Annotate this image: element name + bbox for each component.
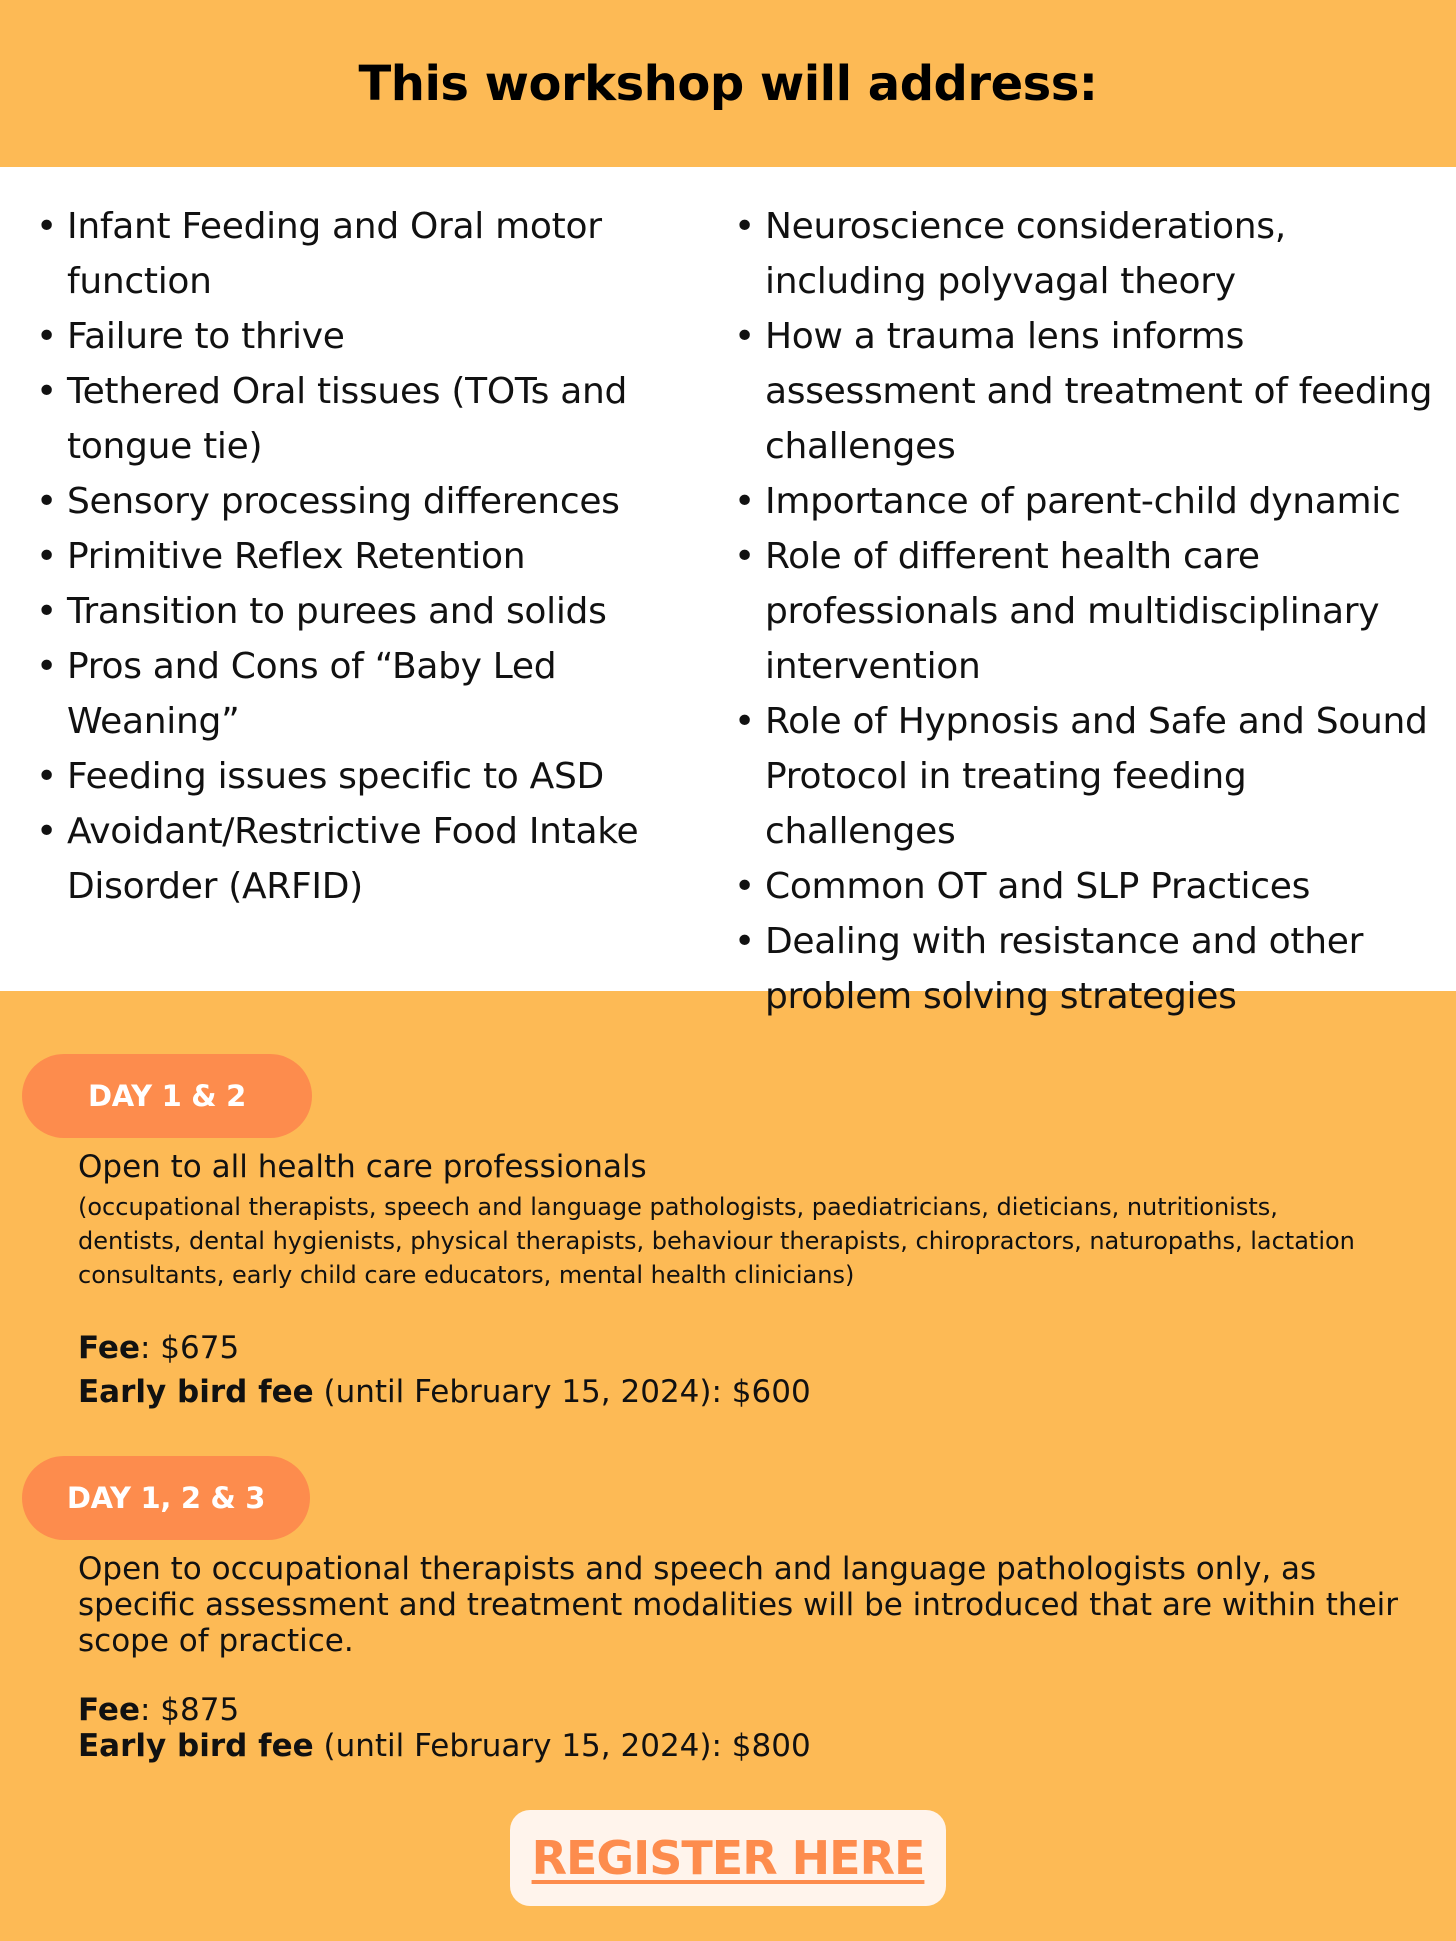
list-item: • Avoidant/Restrictive Food Intake Disorder (ARFID) — [32, 804, 682, 914]
bullet-icon: • — [734, 701, 755, 742]
list-item: • Tethered Oral tissues (TOTs and tongue tie) — [32, 364, 682, 474]
option2-fee: Fee: $875 — [78, 1692, 240, 1728]
bullet-icon: • — [36, 481, 57, 522]
bullet-icon: • — [36, 371, 57, 412]
bullet-icon: • — [36, 756, 57, 797]
list-item: • Role of different health care professionals and multidisciplinary intervention — [730, 529, 1440, 694]
header-banner — [0, 0, 1456, 167]
topics-section — [0, 167, 1456, 1017]
bullet-icon: • — [734, 316, 755, 357]
bullet-icon: • — [734, 481, 755, 522]
list-item: • Primitive Reflex Retention — [32, 529, 682, 584]
bullet-icon: • — [734, 206, 755, 247]
bullet-icon: • — [36, 811, 57, 852]
list-item: • Feeding issues specific to ASD — [32, 749, 682, 804]
list-item: • Neuroscience considerations, including polyvagal theory — [730, 199, 1440, 309]
register-link[interactable]: REGISTER HERE — [531, 1831, 925, 1885]
day-1-2-badge: DAY 1 & 2 — [22, 1054, 312, 1138]
bullet-icon: • — [36, 206, 57, 247]
bullet-icon: • — [36, 536, 57, 577]
list-item: • Infant Feeding and Oral motor function — [32, 199, 682, 309]
topics-list-right — [730, 199, 1440, 1024]
bullet-icon: • — [734, 866, 755, 907]
list-item: • Role of Hypnosis and Safe and Sound Protocol in treating feeding challenges — [730, 694, 1440, 859]
topics-list-left — [32, 199, 682, 914]
register-button[interactable] — [510, 1810, 946, 1906]
option2-early-bird-fee: Early bird fee (until February 15, 2024): $800 — [78, 1728, 811, 1764]
bullet-icon: • — [36, 646, 57, 687]
list-item: • Transition to purees and solids — [32, 584, 682, 639]
list-item: • Importance of parent-child dynamic — [730, 474, 1440, 529]
list-item: • Pros and Cons of “Baby Led Weaning” — [32, 639, 682, 749]
list-item: • Common OT and SLP Practices — [730, 859, 1440, 914]
option1-early-bird-fee: Early bird fee (until February 15, 2024): $600 — [78, 1374, 811, 1410]
list-item: • Failure to thrive — [32, 309, 682, 364]
bullet-icon: • — [734, 921, 755, 962]
bullet-icon: • — [36, 591, 57, 632]
list-item: • Sensory processing differences — [32, 474, 682, 529]
bullet-icon: • — [36, 316, 57, 357]
option2-lead: Open to occupational therapists and speech and language pathologists only, as specific assessment and treatment modalities will be introduced that are within their scope of practice. — [78, 1551, 1399, 1659]
option1-lead: Open to all health care professionals — [78, 1149, 647, 1185]
option1-audience: (occupational therapists, speech and language pathologists, paediatricians, dieticians, nutritionists, dentists, dental hygienists, physical therapists, behaviour therapists, chiropractors, naturopaths, lactation consultants, early child care educators, mental health clinicians) — [78, 1193, 1355, 1289]
option1-fee: Fee: $675 — [78, 1330, 240, 1366]
page-title: This workshop will address: — [358, 55, 1098, 112]
bullet-icon: • — [734, 536, 755, 577]
day-1-2-3-badge: DAY 1, 2 & 3 — [22, 1456, 310, 1540]
list-item: • Dealing with resistance and other problem solving strategies — [730, 914, 1440, 1024]
list-item: • How a trauma lens informs assessment and treatment of feeding challenges — [730, 309, 1440, 474]
